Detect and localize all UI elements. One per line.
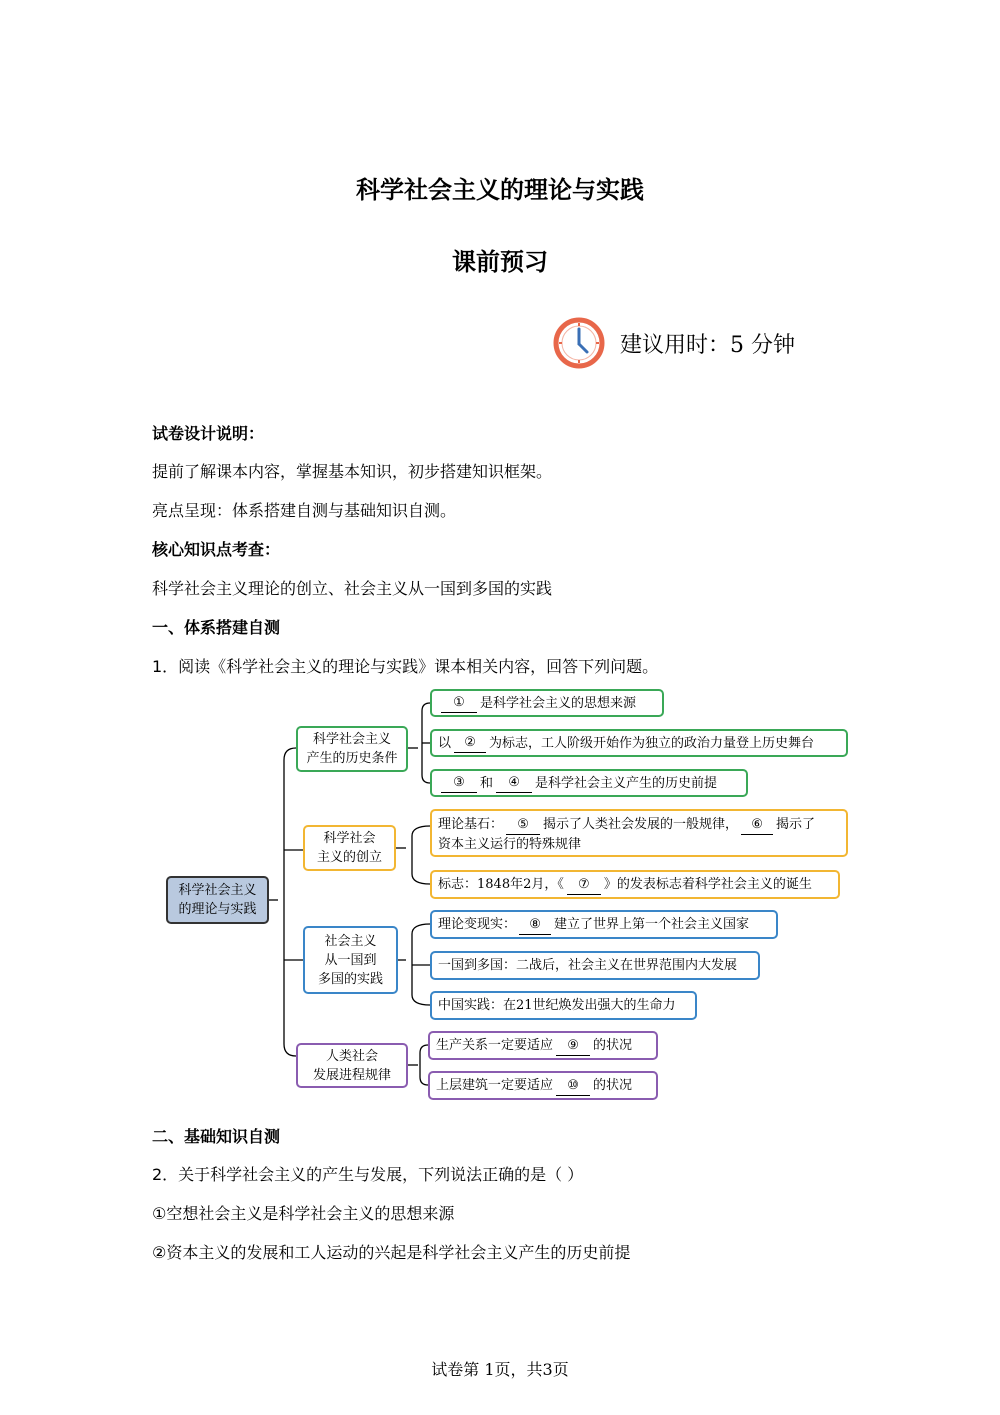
leaf-manifesto xyxy=(430,870,840,899)
design-note-heading: 试卷设计说明： xyxy=(152,424,265,443)
root-line-1: 科学社会主义 xyxy=(178,883,257,898)
section1-heading: 一、体系搭建自测 xyxy=(152,618,281,637)
page-subtitle: 课前预习 xyxy=(452,248,548,276)
core-heading: 核心知识点考查： xyxy=(152,540,281,559)
leaf-china-practice xyxy=(430,991,697,1020)
leaf-text: 的状况 xyxy=(593,1038,633,1053)
blank-6: ⑥ xyxy=(741,815,773,835)
leaf-text: 的状况 xyxy=(593,1078,633,1093)
leaf-one-to-many xyxy=(430,951,760,980)
leaf-theory-cornerstone xyxy=(430,809,848,857)
leaf-text: 》的发表标志着科学社会主义的诞生 xyxy=(603,877,812,892)
core-text: 科学社会主义理论的创立、社会主义从一国到多国的实践 xyxy=(152,579,553,598)
leaf-text-prefix: 理论变现实： xyxy=(438,917,517,932)
blank-10: ⑩ xyxy=(556,1076,590,1096)
branch-social-laws xyxy=(296,1043,408,1088)
design-note-2: 亮点呈现：体系搭建自测与基础知识自测。 xyxy=(152,501,457,520)
q2-option-2: ②资本主义的发展和工人运动的兴起是科学社会主义产生的历史前提 xyxy=(152,1243,631,1262)
q2-option-1: ①空想社会主义是科学社会主义的思想来源 xyxy=(152,1204,455,1223)
blank-8: ⑧ xyxy=(519,915,551,935)
page-title: 科学社会主义的理论与实践 xyxy=(356,176,644,204)
leaf-text-prefix: 生产关系一定要适应 xyxy=(436,1038,554,1053)
leaf-text-suffix: 揭示了 xyxy=(776,817,816,832)
leaf-production-relations xyxy=(428,1031,658,1060)
branch2-line-1: 科学社会 xyxy=(323,831,376,846)
leaf-text: 建立了世界上第一个社会主义国家 xyxy=(554,917,750,932)
leaf-text-prefix: 理论基石： xyxy=(438,817,504,832)
branch1-line-1: 科学社会主义 xyxy=(312,732,391,747)
branch-historical-conditions xyxy=(296,726,408,772)
q2-text: 2．关于科学社会主义的产生与发展，下列说法正确的是（ ） xyxy=(152,1165,584,1184)
branch1-line-2: 产生的历史条件 xyxy=(306,751,398,766)
blank-4: ④ xyxy=(496,773,532,793)
leaf-historical-premise xyxy=(430,769,748,797)
mindmap-root-node xyxy=(166,876,269,924)
leaf-text-mid: 揭示了人类社会发展的一般规律， xyxy=(543,817,739,832)
leaf-text: 中国实践：在21世纪焕发出强大的生命力 xyxy=(438,998,676,1013)
blank-7: ⑦ xyxy=(567,875,601,895)
blank-9: ⑨ xyxy=(556,1036,590,1056)
branch3-line-3: 多国的实践 xyxy=(317,971,383,987)
leaf-text: 一国到多国：二战后，社会主义在世界范围内大发展 xyxy=(438,958,738,973)
root-line-2: 的理论与实践 xyxy=(178,902,257,917)
branch3-line-2: 从一国到 xyxy=(324,952,377,968)
leaf-text-prefix: 标志：1848年2月，《 xyxy=(438,877,564,892)
branch-founding xyxy=(303,825,396,871)
branch2-line-2: 主义的创立 xyxy=(316,850,382,865)
blank-2: ② xyxy=(454,733,486,753)
branch4-line-2: 发展进程规律 xyxy=(312,1067,391,1083)
blank-3: ③ xyxy=(441,773,477,793)
q1-text: 1．阅读《科学社会主义的理论与实践》课本相关内容，回答下列问题。 xyxy=(152,657,659,676)
design-note-1: 提前了解课本内容，掌握基本知识，初步搭建知识框架。 xyxy=(152,462,553,481)
blank-5: ⑤ xyxy=(506,815,540,835)
branch-practice xyxy=(303,926,398,994)
leaf-theory-to-reality xyxy=(430,910,778,939)
section2-heading: 二、基础知识自测 xyxy=(152,1127,281,1146)
page-footer: 试卷第 1页，共3页 xyxy=(431,1360,569,1379)
leaf-text-prefix: 上层建筑一定要适应 xyxy=(436,1078,554,1093)
leaf-text-line2: 资本主义运行的特殊规律 xyxy=(438,837,582,852)
time-hint: 建议用时：5 分钟 xyxy=(620,333,795,358)
leaf-working-class xyxy=(430,729,848,757)
leaf-superstructure xyxy=(428,1071,658,1100)
branch3-line-1: 社会主义 xyxy=(324,933,377,949)
leaf-text-prefix: 以 xyxy=(438,735,452,751)
leaf-text: 是科学社会主义的思想来源 xyxy=(480,695,637,711)
leaf-text-mid: 和 xyxy=(480,775,494,791)
leaf-thought-source xyxy=(430,689,664,717)
leaf-text: 为标志，工人阶级开始作为独立的政治力量登上历史舞台 xyxy=(489,735,815,751)
blank-1: ① xyxy=(441,693,477,713)
branch4-line-1: 人类社会 xyxy=(325,1048,378,1064)
leaf-text: 是科学社会主义产生的历史前提 xyxy=(535,775,718,791)
